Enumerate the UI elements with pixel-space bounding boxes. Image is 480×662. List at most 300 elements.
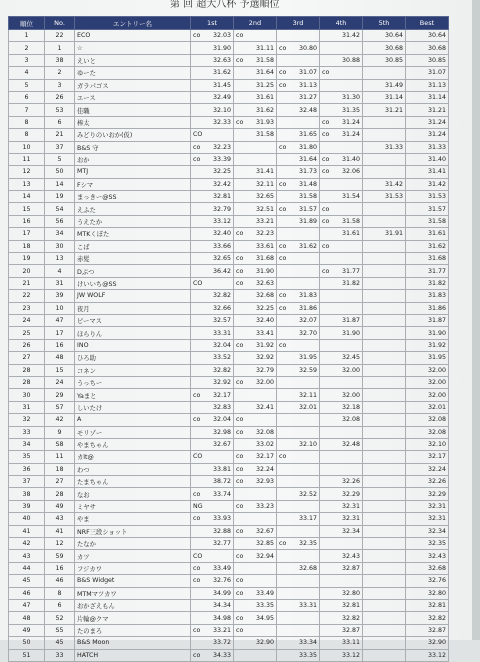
lap-5th-cell [363, 575, 406, 587]
lap-2nd-cell [234, 463, 277, 475]
lap-2nd-cell [234, 54, 277, 66]
lap-3rd-cell [277, 54, 320, 66]
rank-cell: 17 [9, 228, 45, 240]
number-cell: 30 [45, 240, 75, 252]
lap-time: 31.24 [341, 131, 360, 139]
lap-1st-cell: 34.98 [191, 612, 234, 624]
best-time-cell: 31.21 [406, 104, 449, 116]
rank-cell: 35 [9, 451, 45, 463]
lap-3rd-cell [277, 538, 320, 550]
best-time-cell: 32.00 [406, 364, 449, 376]
lap-4th-cell [320, 538, 363, 550]
page-edge [472, 0, 480, 640]
rank-cell: 49 [9, 624, 45, 636]
table-row [9, 129, 449, 141]
best-time-cell: 31.40 [406, 153, 449, 165]
rank-cell: 43 [9, 550, 45, 562]
table-row [9, 500, 449, 512]
lap-4th-cell: 32.48 [320, 438, 363, 450]
lap-2nd-cell: 32.41 [234, 401, 277, 413]
lap-4th-cell: 31.61 [320, 228, 363, 240]
lap-time: 31.62 [298, 242, 317, 250]
lap-3rd-cell: co [277, 339, 320, 351]
lap-4th-cell: co [320, 240, 363, 252]
table-row [9, 612, 449, 624]
entry-name-cell: B&S Moon [75, 637, 191, 649]
number-cell: 16 [45, 562, 75, 574]
lap-2nd-cell [234, 265, 277, 277]
rank-cell: 44 [9, 562, 45, 574]
number-cell: 6 [45, 599, 75, 611]
lap-1st-cell: 32.63 [191, 54, 234, 66]
lap-1st-cell: 33.31 [191, 327, 234, 339]
rank-cell: 15 [9, 203, 45, 215]
status-note: co [236, 230, 244, 238]
best-time-cell: 32.26 [406, 476, 449, 488]
table-row [9, 302, 449, 314]
lap-5th-cell [363, 166, 406, 178]
table-row [9, 562, 449, 574]
entry-name-cell: 赤髪 [75, 253, 191, 265]
status-note: co [236, 267, 244, 275]
number-cell: 47 [45, 314, 75, 326]
lap-5th-cell [363, 67, 406, 79]
number-cell: 9 [45, 426, 75, 438]
rank-cell: 8 [9, 116, 45, 128]
lap-3rd-cell [277, 376, 320, 388]
number-cell: 28 [45, 488, 75, 500]
status-note: co [236, 465, 244, 473]
entry-name-cell: みどりのいおか(仮) [75, 129, 191, 141]
lap-3rd-cell [277, 575, 320, 587]
number-cell: 53 [45, 104, 75, 116]
entry-name-cell: えいと [75, 54, 191, 66]
table-row [9, 203, 449, 215]
lap-5th-cell [363, 290, 406, 302]
lap-1st-cell: 32.10 [191, 104, 234, 116]
header-row [9, 17, 449, 30]
lap-4th-cell [320, 253, 363, 265]
col-header-rank: 順位 [9, 17, 45, 30]
lap-time: 31.90 [255, 267, 274, 275]
lap-3rd-cell [277, 302, 320, 314]
lap-5th-cell [363, 215, 406, 227]
lap-3rd-cell: 32.07 [277, 314, 320, 326]
entry-name-cell: まっきー@SS [75, 191, 191, 203]
best-time-cell: 32.29 [406, 488, 449, 500]
lap-time: 31.80 [298, 143, 317, 151]
rank-cell: 11 [9, 153, 45, 165]
lap-2nd-cell: co [234, 624, 277, 636]
lap-2nd-cell [234, 488, 277, 500]
status-note: co [193, 515, 201, 523]
lap-3rd-cell: 33.34 [277, 637, 320, 649]
best-time-cell: 33.12 [406, 649, 449, 661]
table-row [9, 587, 449, 599]
lap-2nd-cell [234, 116, 277, 128]
table-row [9, 178, 449, 190]
entry-name-cell: コネン [75, 364, 191, 376]
lap-4th-cell [320, 42, 363, 54]
rank-cell: 40 [9, 513, 45, 525]
lap-time: 33.93 [212, 515, 231, 523]
status-note: co [236, 453, 244, 461]
lap-1st-cell: 32.57 [191, 314, 234, 326]
lap-1st-cell: 31.90 [191, 42, 234, 54]
table-row [9, 538, 449, 550]
best-time-cell: 31.77 [406, 265, 449, 277]
table-row [9, 463, 449, 475]
lap-1st-cell: 32.49 [191, 91, 234, 103]
status-note: co [322, 131, 330, 139]
table-row [9, 153, 449, 165]
status-note: co [322, 168, 330, 176]
rank-cell: 3 [9, 54, 45, 66]
lap-4th-cell [320, 302, 363, 314]
lap-2nd-cell [234, 550, 277, 562]
lap-3rd-cell: 31.73 [277, 166, 320, 178]
rank-cell: 47 [9, 599, 45, 611]
lap-3rd-cell [277, 116, 320, 128]
best-time-cell: 31.57 [406, 203, 449, 215]
lap-2nd-cell: 32.90 [234, 637, 277, 649]
rank-cell: 20 [9, 265, 45, 277]
number-cell: 34 [45, 228, 75, 240]
lap-time: 32.06 [341, 168, 360, 176]
lap-time: 33.21 [212, 626, 231, 634]
best-time-cell: 31.58 [406, 215, 449, 227]
rank-cell: 48 [9, 612, 45, 624]
rank-cell: 41 [9, 525, 45, 537]
lap-1st-cell: 32.81 [191, 191, 234, 203]
number-cell: 38 [45, 54, 75, 66]
best-time-cell: 31.24 [406, 129, 449, 141]
lap-3rd-cell: 32.48 [277, 104, 320, 116]
lap-2nd-cell [234, 228, 277, 240]
lap-1st-cell: 32.82 [191, 290, 234, 302]
status-note: co [236, 552, 244, 560]
lap-4th-cell: 32.31 [320, 513, 363, 525]
number-cell: 15 [45, 364, 75, 376]
lap-5th-cell [363, 426, 406, 438]
lap-1st-cell [191, 575, 234, 587]
entry-name-cell: たまちゃん [75, 476, 191, 488]
lap-2nd-cell: 31.61 [234, 91, 277, 103]
table-row [9, 624, 449, 636]
lap-4th-cell: 32.08 [320, 414, 363, 426]
lap-2nd-cell: 32.85 [234, 538, 277, 550]
lap-4th-cell: 33.11 [320, 637, 363, 649]
lap-4th-cell [320, 178, 363, 190]
number-cell: 22 [45, 30, 75, 42]
number-cell: 46 [45, 575, 75, 587]
entry-name-cell: うえたか [75, 215, 191, 227]
entry-name-cell: ガラパゴス [75, 79, 191, 91]
best-time-cell: 32.01 [406, 401, 449, 413]
lap-2nd-cell [234, 253, 277, 265]
lap-5th-cell [363, 240, 406, 252]
best-time-cell: 31.82 [406, 277, 449, 289]
lap-2nd-cell: 32.11 [234, 178, 277, 190]
results-table [8, 16, 449, 662]
status-note: co [193, 626, 201, 634]
entry-name-cell: わつ [75, 463, 191, 475]
status-note: co [236, 280, 244, 287]
lap-2nd-cell: 33.02 [234, 438, 277, 450]
lap-1st-cell [191, 488, 234, 500]
lap-3rd-cell [277, 624, 320, 636]
entry-name-cell: エース [75, 91, 191, 103]
table-row [9, 376, 449, 388]
rank-cell: 5 [9, 79, 45, 91]
table-row [9, 290, 449, 302]
lap-2nd-cell [234, 339, 277, 351]
table-row [9, 314, 449, 326]
best-time-cell: 32.17 [406, 451, 449, 463]
lap-1st-cell: 32.67 [191, 438, 234, 450]
lap-3rd-cell [277, 228, 320, 240]
table-row [9, 488, 449, 500]
lap-2nd-cell: 32.68 [234, 290, 277, 302]
entry-name-cell: Yaまと [75, 389, 191, 401]
best-time-cell: 32.00 [406, 376, 449, 388]
entry-name-cell: うっちー [75, 376, 191, 388]
rank-cell: 19 [9, 253, 45, 265]
lap-1st-cell [191, 153, 234, 165]
best-time-cell: 31.92 [406, 339, 449, 351]
number-cell: 21 [45, 129, 75, 141]
lap-time: 31.58 [341, 218, 360, 226]
rank-cell: 14 [9, 191, 45, 203]
status-note: co [193, 416, 201, 424]
lap-3rd-cell: 31.27 [277, 91, 320, 103]
lap-5th-cell: 31.42 [363, 178, 406, 190]
lap-time: 32.76 [212, 577, 231, 585]
lap-5th-cell: 31.53 [363, 191, 406, 203]
number-cell: 5 [45, 153, 75, 165]
lap-1st-cell: CO [191, 550, 234, 562]
rank-cell: 42 [9, 538, 45, 550]
lap-1st-cell: CO [191, 129, 234, 141]
rank-cell: 18 [9, 240, 45, 252]
lap-4th-cell [320, 575, 363, 587]
lap-3rd-cell: 32.68 [277, 562, 320, 574]
number-cell: 43 [45, 513, 75, 525]
status-note: co [236, 341, 244, 349]
lap-4th-cell: 32.87 [320, 624, 363, 636]
number-cell: 56 [45, 215, 75, 227]
entry-name-cell: 夜月 [75, 302, 191, 314]
table-row [9, 550, 449, 562]
lap-4th-cell: 32.00 [320, 389, 363, 401]
lap-2nd-cell: co [234, 30, 277, 42]
lap-1st-cell [191, 141, 234, 153]
lap-2nd-cell: co [234, 575, 277, 587]
table-row [9, 476, 449, 488]
best-time-cell: 31.95 [406, 352, 449, 364]
lap-4th-cell: 31.35 [320, 104, 363, 116]
lap-3rd-cell [277, 550, 320, 562]
rank-cell: 46 [9, 587, 45, 599]
lap-4th-cell [320, 153, 363, 165]
number-cell: 59 [45, 550, 75, 562]
lap-3rd-cell: 31.64 [277, 153, 320, 165]
lap-2nd-cell [234, 525, 277, 537]
status-note: co [279, 205, 287, 213]
lap-4th-cell [320, 451, 363, 463]
table-row [9, 240, 449, 252]
rank-cell: 22 [9, 290, 45, 302]
rank-cell: 31 [9, 401, 45, 413]
best-time-cell: 32.08 [406, 426, 449, 438]
best-time-cell: 31.90 [406, 327, 449, 339]
lap-3rd-cell: 31.95 [277, 352, 320, 364]
lap-3rd-cell: 31.58 [277, 191, 320, 203]
status-note: co [236, 255, 244, 263]
lap-5th-cell: 30.68 [363, 42, 406, 54]
best-time-cell: 32.10 [406, 438, 449, 450]
best-time-cell: 31.68 [406, 253, 449, 265]
lap-2nd-cell: 32.51 [234, 203, 277, 215]
best-time-cell: 31.42 [406, 178, 449, 190]
lap-1st-cell: 32.92 [191, 376, 234, 388]
lap-4th-cell [320, 215, 363, 227]
best-time-cell: 32.82 [406, 612, 449, 624]
col-header-5th: 5th [363, 17, 406, 30]
sheet-title: 第 回 超大八杯 予選順位 [170, 0, 280, 10]
lap-3rd-cell [277, 500, 320, 512]
lap-3rd-cell [277, 30, 320, 42]
best-time-cell: 32.90 [406, 637, 449, 649]
lap-3rd-cell [277, 612, 320, 624]
lap-5th-cell [363, 339, 406, 351]
lap-3rd-cell: 33.17 [277, 513, 320, 525]
entry-name-cell: MTMマツカワ [75, 587, 191, 599]
lap-1st-cell: CO [191, 451, 234, 463]
lap-3rd-cell [277, 587, 320, 599]
lap-1st-cell: 32.42 [191, 178, 234, 190]
lap-4th-cell: 32.18 [320, 401, 363, 413]
entry-name-cell: おかざえもん [75, 599, 191, 611]
entry-name-cell: 片輪@クマ [75, 612, 191, 624]
status-note: co [236, 503, 244, 511]
rank-cell: 38 [9, 488, 45, 500]
lap-5th-cell: 31.33 [363, 141, 406, 153]
lap-time: 33.23 [255, 503, 274, 511]
col-header-1st: 1st [191, 17, 234, 30]
lap-time: 33.49 [255, 589, 274, 597]
number-cell: 41 [45, 525, 75, 537]
table-row [9, 116, 449, 128]
status-note: co [279, 81, 287, 89]
entry-name-cell: NRF三段ショット [75, 525, 191, 537]
lap-time: 31.86 [298, 304, 317, 312]
lap-3rd-cell: 32.11 [277, 389, 320, 401]
lap-1st-cell [191, 30, 234, 42]
status-note: co [193, 564, 201, 572]
lap-2nd-cell: 33.35 [234, 599, 277, 611]
rank-cell: 26 [9, 339, 45, 351]
table-row [9, 649, 449, 661]
number-cell: 50 [45, 166, 75, 178]
number-cell: 10 [45, 302, 75, 314]
best-time-cell: 32.00 [406, 389, 449, 401]
rank-cell: 2 [9, 42, 45, 54]
lap-4th-cell: 32.80 [320, 587, 363, 599]
lap-1st-cell: 32.79 [191, 203, 234, 215]
lap-5th-cell [363, 637, 406, 649]
status-note: co [279, 69, 287, 77]
entry-name-cell: ECO [75, 30, 191, 42]
entry-name-cell: たのまろ [75, 624, 191, 636]
status-note: co [193, 391, 201, 399]
number-cell: 37 [45, 141, 75, 153]
lap-5th-cell [363, 265, 406, 277]
rank-cell: 12 [9, 166, 45, 178]
lap-time: 32.17 [255, 453, 274, 461]
status-note: co [236, 118, 244, 126]
best-time-cell: 32.68 [406, 562, 449, 574]
lap-3rd-cell [277, 79, 320, 91]
lap-2nd-cell [234, 451, 277, 463]
status-note: co [279, 540, 287, 548]
lap-2nd-cell [234, 153, 277, 165]
lap-2nd-cell [234, 141, 277, 153]
lap-1st-cell: 33.12 [191, 215, 234, 227]
lap-5th-cell [363, 649, 406, 661]
best-time-cell: 32.87 [406, 624, 449, 636]
lap-3rd-cell [277, 203, 320, 215]
rank-cell: 32 [9, 414, 45, 426]
status-note: co [236, 379, 244, 387]
number-cell: 54 [45, 203, 75, 215]
status-note: co [279, 180, 287, 188]
entry-name-cell: MTJ [75, 166, 191, 178]
lap-3rd-cell: 32.01 [277, 401, 320, 413]
lap-time: 31.13 [298, 81, 317, 89]
lap-2nd-cell: 31.58 [234, 129, 277, 141]
lap-4th-cell: 30.88 [320, 54, 363, 66]
entry-name-cell: やま [75, 513, 191, 525]
col-header-3rd: 3rd [277, 17, 320, 30]
best-time-cell: 32.31 [406, 513, 449, 525]
lap-4th-cell [320, 290, 363, 302]
lap-4th-cell [320, 376, 363, 388]
table-row [9, 599, 449, 611]
lap-2nd-cell [234, 500, 277, 512]
lap-2nd-cell: 32.65 [234, 191, 277, 203]
entry-name-cell: ミヤサ [75, 500, 191, 512]
rank-cell: 27 [9, 352, 45, 364]
entry-name-cell: HATCH [75, 649, 191, 661]
lap-time: 32.24 [255, 465, 274, 473]
lap-3rd-cell [277, 178, 320, 190]
lap-5th-cell [363, 451, 406, 463]
lap-5th-cell [363, 376, 406, 388]
lap-2nd-cell: 31.41 [234, 166, 277, 178]
lap-time: 32.00 [255, 379, 274, 387]
entry-name-cell: モリゾー [75, 426, 191, 438]
lap-5th-cell [363, 129, 406, 141]
lap-1st-cell [191, 624, 234, 636]
number-cell: 29 [45, 389, 75, 401]
rank-cell: 4 [9, 67, 45, 79]
lap-5th-cell [363, 401, 406, 413]
table-row [9, 364, 449, 376]
table-row [9, 265, 449, 277]
lap-2nd-cell: 31.62 [234, 104, 277, 116]
rank-cell: 8 [9, 129, 45, 141]
